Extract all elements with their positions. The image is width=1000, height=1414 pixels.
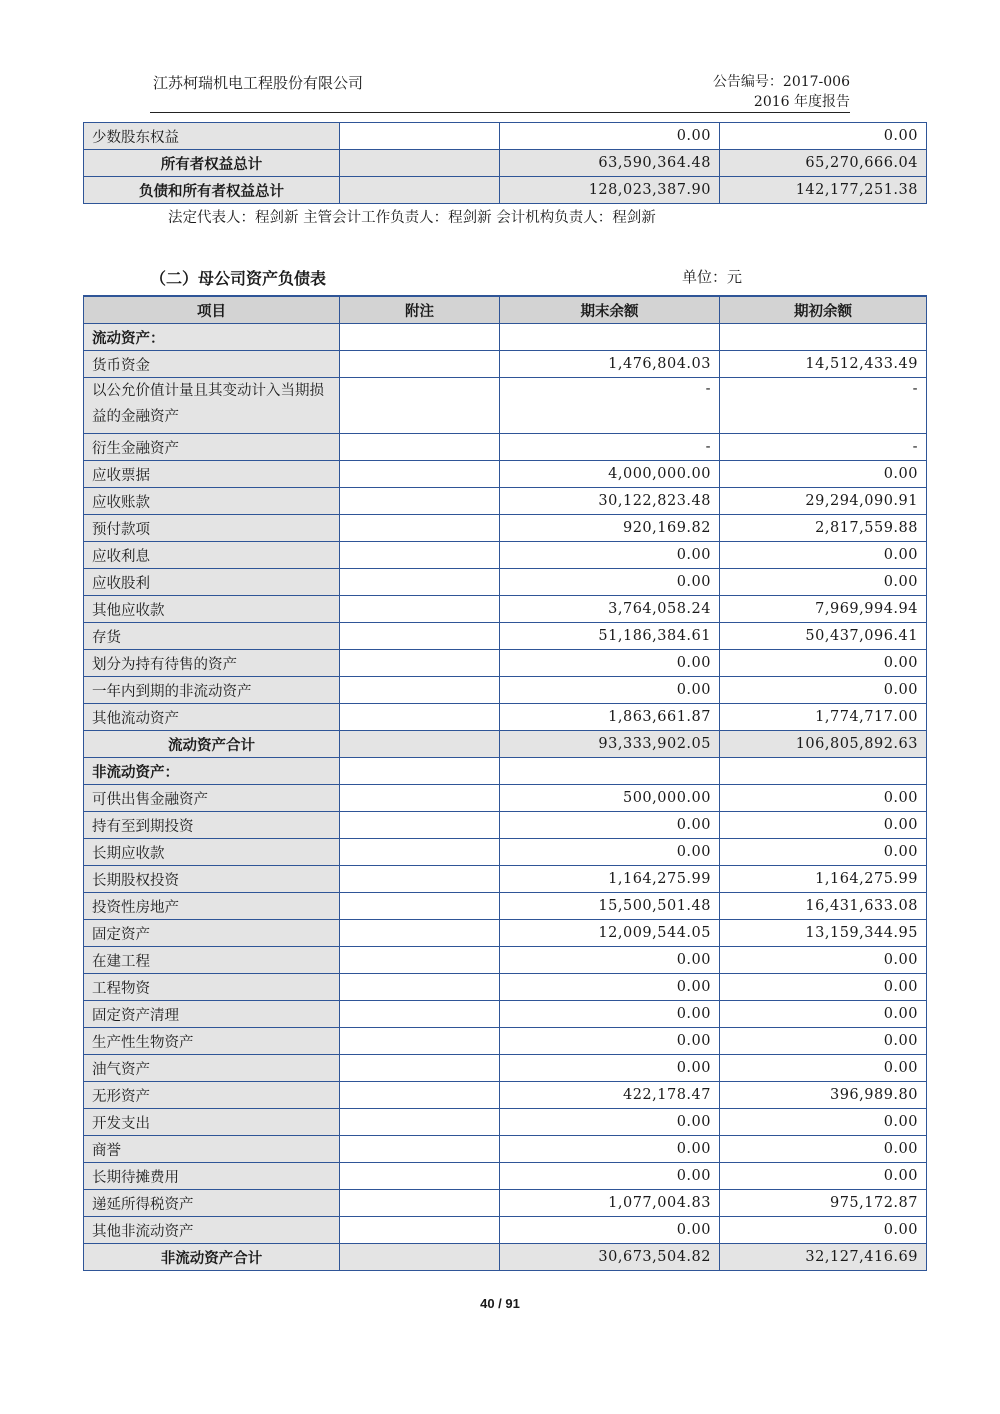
table-row <box>84 434 927 461</box>
table-row <box>84 1109 927 1136</box>
row-begin-balance: 396,989.80 <box>720 1082 927 1109</box>
row-end-balance: 0.00 <box>500 1055 720 1082</box>
row-begin-balance: 14,512,433.49 <box>720 351 927 378</box>
row-end-balance: 0.00 <box>500 123 720 150</box>
row-item-label: 固定资产 <box>84 920 340 947</box>
row-note-cell <box>340 150 500 177</box>
row-end-balance: 0.00 <box>500 1163 720 1190</box>
row-end-balance: 0.00 <box>500 812 720 839</box>
row-item-label: 固定资产清理 <box>84 1001 340 1028</box>
row-item-label: 应收账款 <box>84 488 340 515</box>
row-begin-balance: 0.00 <box>720 812 927 839</box>
row-note-cell <box>340 378 500 434</box>
row-end-balance: 3,764,058.24 <box>500 596 720 623</box>
row-item-label: 其他非流动资产 <box>84 1217 340 1244</box>
row-item-label: 生产性生物资产 <box>84 1028 340 1055</box>
row-item-label: 非流动资产： <box>84 758 340 785</box>
table-header-row <box>84 296 927 324</box>
parent-balance-sheet-table <box>83 295 927 1271</box>
table-row <box>84 351 927 378</box>
report-name: 2016 年度报告 <box>753 94 850 110</box>
row-note-cell <box>340 351 500 378</box>
row-begin-balance: 0.00 <box>720 1055 927 1082</box>
row-end-balance <box>500 324 720 351</box>
row-item-label: 可供出售金融资产 <box>84 785 340 812</box>
row-note-cell <box>340 324 500 351</box>
row-note-cell <box>340 758 500 785</box>
row-item-label: 其他应收款 <box>84 596 340 623</box>
row-end-balance: 920,169.82 <box>500 515 720 542</box>
row-begin-balance: 0.00 <box>720 785 927 812</box>
row-begin-balance: 0.00 <box>720 569 927 596</box>
row-note-cell <box>340 893 500 920</box>
header-divider <box>150 112 850 113</box>
row-begin-balance: 0.00 <box>720 123 927 150</box>
row-begin-balance: 16,431,633.08 <box>720 893 927 920</box>
row-begin-balance: 106,805,892.63 <box>720 731 927 758</box>
table-row <box>84 150 927 177</box>
row-note-cell <box>340 1082 500 1109</box>
row-item-label: 无形资产 <box>84 1082 340 1109</box>
table-row <box>84 1082 927 1109</box>
table-row <box>84 920 927 947</box>
row-item-label: 投资性房地产 <box>84 893 340 920</box>
row-end-balance: 0.00 <box>500 1136 720 1163</box>
row-end-balance: 93,333,902.05 <box>500 731 720 758</box>
row-item-label: 应收票据 <box>84 461 340 488</box>
row-item-label: 货币资金 <box>84 351 340 378</box>
table-row <box>84 569 927 596</box>
row-note-cell <box>340 947 500 974</box>
row-end-balance: 15,500,501.48 <box>500 893 720 920</box>
row-end-balance: - <box>500 378 720 434</box>
row-end-balance: 500,000.00 <box>500 785 720 812</box>
table-row <box>84 1163 927 1190</box>
row-item-label: 衍生金融资产 <box>84 434 340 461</box>
row-note-cell <box>340 177 500 204</box>
table-row <box>84 378 927 434</box>
row-item-label: 预付款项 <box>84 515 340 542</box>
row-note-cell <box>340 1028 500 1055</box>
row-begin-balance: 0.00 <box>720 1217 927 1244</box>
row-note-cell <box>340 123 500 150</box>
row-begin-balance: 32,127,416.69 <box>720 1244 927 1271</box>
row-item-label: 油气资产 <box>84 1055 340 1082</box>
table-row <box>84 461 927 488</box>
table-row <box>84 677 927 704</box>
row-begin-balance: 0.00 <box>720 1163 927 1190</box>
row-begin-balance: 1,774,717.00 <box>720 704 927 731</box>
row-begin-balance: 29,294,090.91 <box>720 488 927 515</box>
row-end-balance: 1,863,661.87 <box>500 704 720 731</box>
row-end-balance: 0.00 <box>500 1028 720 1055</box>
row-begin-balance: 50,437,096.41 <box>720 623 927 650</box>
row-end-balance: 1,476,804.03 <box>500 351 720 378</box>
row-end-balance: 0.00 <box>500 1217 720 1244</box>
table-row <box>84 596 927 623</box>
row-begin-balance: 0.00 <box>720 461 927 488</box>
row-end-balance: 128,023,387.90 <box>500 177 720 204</box>
table-row <box>84 177 927 204</box>
row-note-cell <box>340 461 500 488</box>
row-begin-balance: 0.00 <box>720 542 927 569</box>
row-end-balance: 0.00 <box>500 1001 720 1028</box>
row-note-cell <box>340 704 500 731</box>
table-row <box>84 812 927 839</box>
row-note-cell <box>340 1109 500 1136</box>
row-note-cell <box>340 1217 500 1244</box>
row-begin-balance <box>720 758 927 785</box>
row-note-cell <box>340 488 500 515</box>
table-row <box>84 758 927 785</box>
row-note-cell <box>340 434 500 461</box>
row-item-label: 非流动资产合计 <box>84 1244 340 1271</box>
row-note-cell <box>340 731 500 758</box>
table-row <box>84 650 927 677</box>
row-begin-balance: 0.00 <box>720 974 927 1001</box>
row-item-label: 工程物资 <box>84 974 340 1001</box>
announcement-number: 公告编号：2017-006 <box>712 74 850 90</box>
table-row <box>84 893 927 920</box>
table-row <box>84 947 927 974</box>
table-row <box>84 1190 927 1217</box>
table-row <box>84 785 927 812</box>
table-row <box>84 866 927 893</box>
row-note-cell <box>340 1136 500 1163</box>
row-end-balance: 12,009,544.05 <box>500 920 720 947</box>
row-item-label: 划分为持有待售的资产 <box>84 650 340 677</box>
signers-line: 法定代表人：程剑新 主管会计工作负责人：程剑新 会计机构负责人：程剑新 <box>168 210 656 226</box>
row-end-balance: 0.00 <box>500 947 720 974</box>
row-begin-balance: 65,270,666.04 <box>720 150 927 177</box>
row-note-cell <box>340 839 500 866</box>
table-row <box>84 704 927 731</box>
company-name: 江苏柯瑞机电工程股份有限公司 <box>153 74 364 92</box>
row-end-balance: 0.00 <box>500 839 720 866</box>
row-note-cell <box>340 677 500 704</box>
row-begin-balance: 7,969,994.94 <box>720 596 927 623</box>
row-item-label: 持有至到期投资 <box>84 812 340 839</box>
row-note-cell <box>340 596 500 623</box>
row-end-balance: 51,186,384.61 <box>500 623 720 650</box>
column-header-note: 附注 <box>340 296 500 324</box>
row-item-label: 递延所得税资产 <box>84 1190 340 1217</box>
row-item-label: 其他流动资产 <box>84 704 340 731</box>
row-item-label: 长期股权投资 <box>84 866 340 893</box>
table-row <box>84 731 927 758</box>
row-end-balance: 30,122,823.48 <box>500 488 720 515</box>
row-begin-balance: 2,817,559.88 <box>720 515 927 542</box>
balance-sheet-continuation-table <box>83 122 927 204</box>
row-note-cell <box>340 542 500 569</box>
row-item-label: 所有者权益总计 <box>84 150 340 177</box>
row-end-balance: 422,178.47 <box>500 1082 720 1109</box>
row-begin-balance: - <box>720 434 927 461</box>
row-begin-balance: 1,164,275.99 <box>720 866 927 893</box>
row-end-balance: 0.00 <box>500 677 720 704</box>
row-item-label: 商誉 <box>84 1136 340 1163</box>
row-begin-balance: - <box>720 378 927 434</box>
row-end-balance: 0.00 <box>500 542 720 569</box>
row-item-label: 长期应收款 <box>84 839 340 866</box>
row-note-cell <box>340 1001 500 1028</box>
row-note-cell <box>340 1244 500 1271</box>
row-end-balance: 0.00 <box>500 569 720 596</box>
header-right <box>713 72 850 112</box>
row-note-cell <box>340 1055 500 1082</box>
table-row <box>84 1001 927 1028</box>
table-row <box>84 515 927 542</box>
row-begin-balance: 975,172.87 <box>720 1190 927 1217</box>
row-note-cell <box>340 920 500 947</box>
table-row <box>84 1244 927 1271</box>
row-item-label: 存货 <box>84 623 340 650</box>
row-begin-balance: 0.00 <box>720 1109 927 1136</box>
row-end-balance: 63,590,364.48 <box>500 150 720 177</box>
column-header-begin-balance: 期初余额 <box>720 296 927 324</box>
page-number: 40 / 91 <box>480 1296 520 1311</box>
column-header-end-balance: 期末余额 <box>500 296 720 324</box>
row-note-cell <box>340 569 500 596</box>
section-title: （二）母公司资产负债表 <box>150 269 327 288</box>
row-item-label: 应收利息 <box>84 542 340 569</box>
row-note-cell <box>340 812 500 839</box>
row-begin-balance: 0.00 <box>720 947 927 974</box>
row-note-cell <box>340 515 500 542</box>
row-note-cell <box>340 623 500 650</box>
table-row <box>84 1028 927 1055</box>
row-item-label: 少数股东权益 <box>84 123 340 150</box>
table-row <box>84 488 927 515</box>
row-note-cell <box>340 866 500 893</box>
row-begin-balance: 0.00 <box>720 677 927 704</box>
row-item-label: 应收股利 <box>84 569 340 596</box>
table-row <box>84 123 927 150</box>
table-row <box>84 974 927 1001</box>
row-begin-balance: 13,159,344.95 <box>720 920 927 947</box>
row-begin-balance <box>720 324 927 351</box>
row-note-cell <box>340 1190 500 1217</box>
row-item-label: 以公允价值计量且其变动计入当期损益的金融资产 <box>84 378 340 434</box>
row-end-balance: - <box>500 434 720 461</box>
row-item-label: 开发支出 <box>84 1109 340 1136</box>
row-end-balance: 30,673,504.82 <box>500 1244 720 1271</box>
row-item-label: 流动资产合计 <box>84 731 340 758</box>
row-item-label: 一年内到期的非流动资产 <box>84 677 340 704</box>
row-end-balance: 4,000,000.00 <box>500 461 720 488</box>
table-row <box>84 623 927 650</box>
table-row <box>84 1217 927 1244</box>
row-begin-balance: 0.00 <box>720 650 927 677</box>
row-begin-balance: 0.00 <box>720 1001 927 1028</box>
row-end-balance: 1,164,275.99 <box>500 866 720 893</box>
table-row <box>84 542 927 569</box>
row-note-cell <box>340 974 500 1001</box>
row-note-cell <box>340 785 500 812</box>
row-end-balance: 0.00 <box>500 1109 720 1136</box>
column-header-item: 项目 <box>84 296 340 324</box>
row-end-balance: 0.00 <box>500 974 720 1001</box>
row-note-cell <box>340 1163 500 1190</box>
table-row <box>84 1055 927 1082</box>
row-item-label: 在建工程 <box>84 947 340 974</box>
row-item-label: 负债和所有者权益总计 <box>84 177 340 204</box>
table-row <box>84 839 927 866</box>
row-item-label: 长期待摊费用 <box>84 1163 340 1190</box>
row-begin-balance: 0.00 <box>720 839 927 866</box>
table-row <box>84 324 927 351</box>
row-end-balance: 0.00 <box>500 650 720 677</box>
unit-label: 单位：元 <box>682 268 743 286</box>
row-begin-balance: 142,177,251.38 <box>720 177 927 204</box>
table-row <box>84 1136 927 1163</box>
row-end-balance <box>500 758 720 785</box>
row-item-label: 流动资产： <box>84 324 340 351</box>
row-begin-balance: 0.00 <box>720 1136 927 1163</box>
row-note-cell <box>340 650 500 677</box>
row-end-balance: 1,077,004.83 <box>500 1190 720 1217</box>
row-begin-balance: 0.00 <box>720 1028 927 1055</box>
